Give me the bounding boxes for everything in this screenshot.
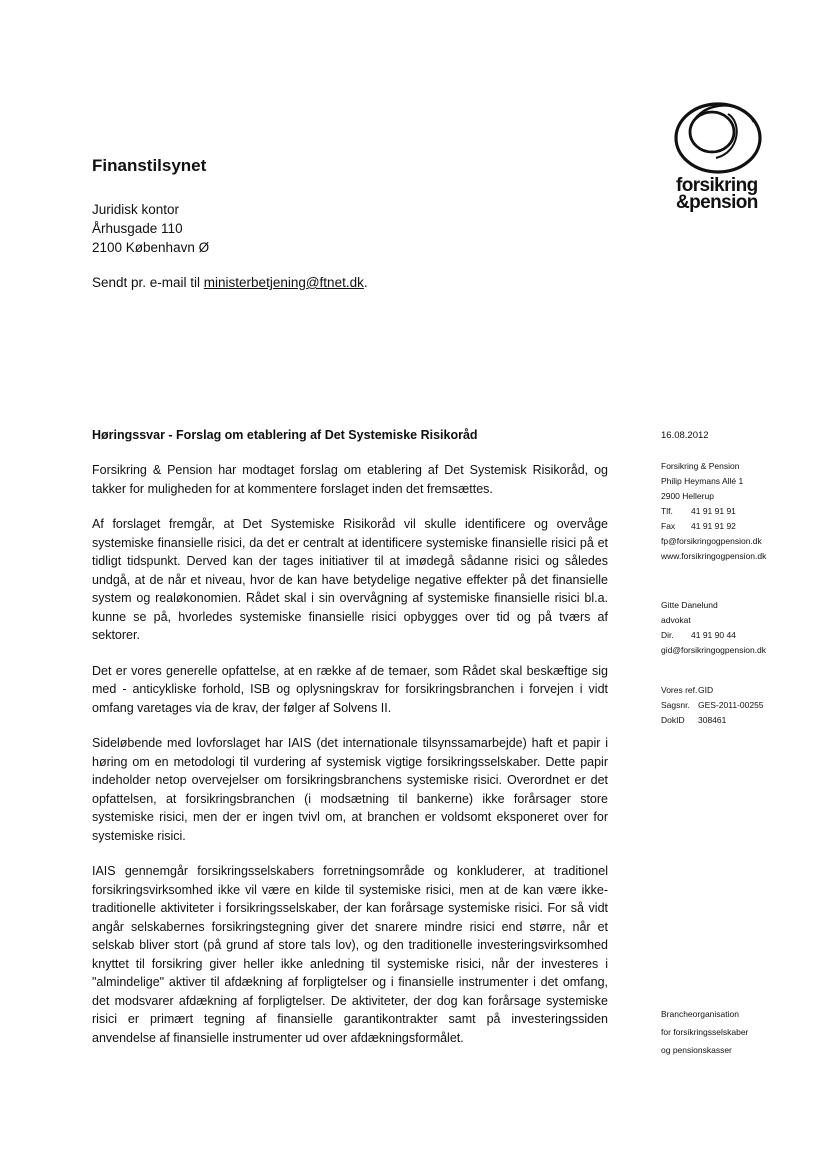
letter-subject: Høringssvar - Forslag om etablering af Det Systemiske Risikoråd [92,428,478,442]
contact-direct-phone: 41 91 90 44 [691,630,736,640]
footer-line: for forsikringsselskaber [661,1027,749,1037]
contact-email[interactable]: gid@forsikringogpension.dk [661,645,767,655]
case-no-label: Sagsnr. [661,700,690,710]
company-logo [660,92,770,222]
logo-swirl-icon [670,92,766,178]
sender-fax-row [661,519,766,534]
sent-line [92,275,368,290]
doc-id-row [661,713,764,728]
sender-org: Forsikring & Pension [661,461,740,471]
our-ref-value: GID [698,685,714,695]
sender-website[interactable]: www.forsikringogpension.dk [661,551,767,561]
recipient-email-link[interactable]: ministerbetjening@ftnet.dk [203,275,364,290]
organisation-footer [661,1005,748,1059]
sent-prefix: Sendt pr. e-mail til [92,275,204,290]
recipient-street: Århusgade 110 [92,221,183,236]
body-paragraph: Sideløbende med lovforslaget har IAIS (det internationale tilsynssamarbejde) haft et papir i høring om en metodologi til vurdering af systemisk vigtige forsikringsselskaber. Dette papir indeholder netop overvejelser om forsikringsbranchens systemiske risici. Overordnet er det opfattelsen, at forsikringsbranchen (i modsætning til bankerne) ikke forårsager store systemiske risici, men der er ingen tvivl om, at branchen er voldsomt eksponeret over for systemiske risici. [92,736,608,843]
recipient-department: Juridisk kontor [92,202,180,217]
sender-phone: 41 91 91 91 [691,506,736,516]
footer-line: Brancheorganisation [661,1009,739,1019]
our-ref-label: Vores ref. [661,685,698,695]
sender-email[interactable]: fp@forsikringogpension.dk [661,536,762,546]
body-paragraph: Forsikring & Pension har modtaget forslag om etablering af Det Systemisk Risikoråd, og takker for muligheden for at kommentere forslaget inden det fremsættes. [92,463,608,496]
case-no-value: GES-2011-00255 [698,700,764,710]
recipient-city: 2100 København Ø [92,240,210,255]
letter-body [92,461,608,1064]
letter-date: 16.08.2012 [661,430,709,441]
doc-id-value: 308461 [698,715,727,725]
contact-direct-row [661,628,766,643]
sender-phone-row [661,504,766,519]
direct-label: Dir. [661,630,674,640]
body-paragraph: Det er vores generelle opfattelse, at en række af de temaer, som Rådet skal beskæftige sig med - anticykliske forhold, ISB og oplysningskrav for forsikringsbranchen i forvejen i vidt omfang varetages via de krav, der følger af Solvens II. [92,663,608,715]
body-paragraph: IAIS gennemgår forsikringsselskabers forretningsområde og konkluderer, at traditionel forsikringsvirksomhed ikke vil være en kilde til systemiske risici, men at de kan være ikke-traditionelle aktiviteter i forsikringsselskaber, der kan forårsage systemiske risici. For så vidt angår selskabernes forsikringstegning giver det snarere mindre risici end større, når et selskab bliver stort (på grund af store tals lov), og den traditionelle investeringsvirksomhed knyttet til forsikring giver heller ikke anledning til systemiske risici, når der investeres i "almindelige" aktiver til afdækning af forpligtelser og i finansielle instrumenter i det omfang, det modsvarer afdækning af forpligtelser. De aktiviteter, der dog kan forårsage systemiske risici er primært tegning af finansielle garantikontrakter samt på investeringssiden anvendelse af finansielle instrumenter ud over afdækningsformålet. [92,864,608,1045]
sender-street: Philip Heymans Allé 1 [661,476,744,486]
fax-label: Fax [661,521,676,531]
recipient-address [92,200,209,257]
logo-text-line1: forsikring [676,175,758,196]
contact-block [661,598,766,658]
contact-title: advokat [661,615,691,625]
sender-block [661,459,766,564]
sent-suffix: . [363,275,368,290]
contact-name: Gitte Danelund [661,600,718,610]
footer-line: og pensionskasser [661,1045,732,1055]
our-ref-row [661,683,764,698]
sender-city: 2900 Hellerup [661,491,714,501]
phone-label: Tlf. [661,506,673,516]
body-paragraph: Af forslaget fremgår, at Det Systemiske Risikoråd vil skulle identificere og overvåge systemiske finansielle risici, da det er centralt at identificere systemiske finansielle risici på et tidligt tidspunkt. Derved kan der tages initiativer til at imødegå sådanne risici og således undgå, at de når et niveau, hvor de kan have betydelige negative effekter på det finansielle system og realøkonomien. Rådet skal i sin overvågning af systemiske finansielle risici bl.a. kunne se på, hvorledes systemiske finansielle risici opbygges over tid og på tværs af sektorer. [92,517,608,642]
recipient-name: Finanstilsynet [92,156,207,175]
logo-text-line2: &pension [676,192,758,213]
reference-block [661,683,764,728]
sender-fax: 41 91 91 92 [691,521,736,531]
case-no-row [661,698,764,713]
doc-id-label: DokID [661,715,685,725]
